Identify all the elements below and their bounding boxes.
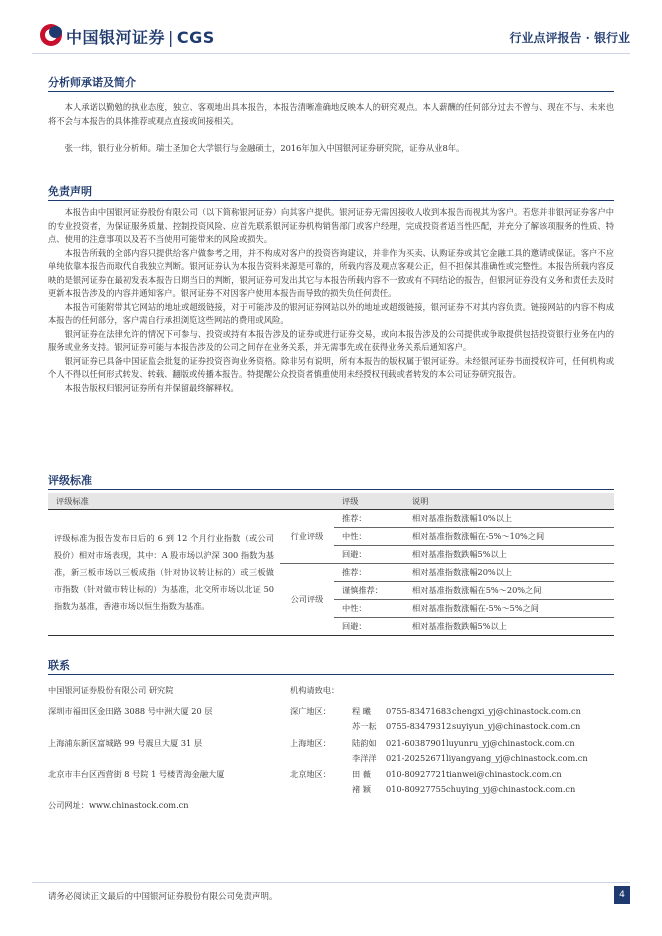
industry-rating-label: 行业评级 — [280, 510, 334, 564]
rating-section-title: 评级标准 — [48, 474, 92, 487]
rating-section-rule — [48, 489, 614, 490]
contact-name: 程 曦 — [352, 706, 371, 716]
contact-email[interactable]: chuying_yj@chinastock.com.cn — [446, 784, 576, 794]
region-beijing: 北京地区： — [290, 769, 331, 779]
header-divider — [32, 53, 630, 54]
contact-name: 田 薇 — [352, 769, 371, 779]
rating-desc: 相对基准指数涨幅在5%～20%之间 — [404, 582, 614, 600]
report-type: 行业点评报告 · 银行业 — [509, 31, 630, 45]
brand-separator: | — [168, 28, 174, 47]
region-shanghai: 上海地区： — [290, 738, 331, 748]
analyst-bio: 张一纬，银行业分析师。瑞士圣加仑大学银行与金融硕士，2016年加入中国银河证券研究院，证券从业8年。 — [64, 143, 465, 153]
brand-logo-icon — [40, 24, 62, 46]
contact-email[interactable]: suyiyun_yj@chinastock.com.cn — [452, 721, 581, 731]
brand-name-cn: 中国银河证券 — [66, 28, 166, 47]
rating-grade: 回避： — [334, 618, 404, 636]
disclaimer-paragraph: 本报告所载的全部内容只提供给客户做参考之用，并不构成对客户的投资咨询建议，并非作为买卖、认购证券或其它金融工具的邀请或保证。客户不应单纯依靠本报告而取代自我独立判断。银河证券认为本报告资料来源是可靠的，所载内容及观点客观公正，但不担保其准确性或完整性。本报告所载内容反映的是银河证券在最初发表本报告日期当日的判断，银河证券可发出其它与本报告所载内容不一致或有不同结论的报告，但银河证券没有义务和责任去及时更新本报告涉及的内容并通知客户。银河证券不对因客户使用本报告而导致的损失负任何责任。 — [48, 247, 614, 298]
rating-header-standard: 评级标准 — [48, 493, 334, 510]
page-number: 4 — [614, 886, 630, 904]
disclaimer-paragraph: 本报告可能附带其它网站的地址或超级链接，对于可能涉及的银河证券网站以外的地址或超级链接，银河证券不对其内容负责。链接网站的内容不构成本报告的任何部分，客户需自行承担浏览这些网站的费用或风险。 — [48, 301, 614, 325]
contact-phone: 010-80927721 — [386, 769, 447, 779]
footer-divider — [32, 882, 630, 883]
org-contact-label: 机构请致电： — [290, 685, 340, 695]
contact-section-title: 联系 — [48, 659, 70, 672]
contact-email[interactable]: chengxi_yj@chinastock.com.cn — [452, 706, 581, 716]
rating-grade: 中性： — [334, 600, 404, 618]
rating-header-desc: 说明 — [404, 493, 614, 510]
rating-grade: 谨慎推荐： — [334, 582, 404, 600]
rating-desc: 相对基准指数涨幅10%以上 — [404, 510, 614, 528]
contact-name: 苏一耘 — [352, 721, 377, 731]
contact-phone: 0755-83479312 — [386, 721, 452, 731]
rating-header-row — [48, 493, 614, 510]
contact-email[interactable]: tianwei@chinastock.com.cn — [446, 769, 562, 779]
rating-desc: 相对基准指数涨幅20%以上 — [404, 564, 614, 582]
disclaimer-paragraph: 本报告版权归银河证券所有并保留最终解释权。 — [64, 382, 239, 393]
contact-phone: 010-80927755 — [386, 784, 447, 794]
analyst-section-rule — [48, 91, 614, 92]
rating-table — [48, 493, 614, 636]
rating-standard-description: 评级标准为报告发布日后的 6 到 12 个月行业指数（或公司股价）相对市场表现，其中：A 股市场以沪深 300 指数为基准，新三板市场以三板成指（针对协议转让标的）或三板做市指数（针对做市转让标的）为基准，北交所市场以北证 50 指数为基准，香港市场以恒生指数为基准。 — [48, 510, 280, 636]
company-website: 公司网址：www.chinastock.com.cn — [48, 800, 189, 810]
rating-grade: 推荐： — [334, 510, 404, 528]
disclaimer-section-title: 免责声明 — [48, 185, 92, 198]
rating-desc: 相对基准指数涨幅在-5%～10%之间 — [404, 528, 614, 546]
contact-phone: 0755-83471683 — [386, 706, 452, 716]
table-row — [48, 510, 614, 528]
region-shenzhen: 深广地区： — [290, 706, 331, 716]
company-rating-label: 公司评级 — [280, 564, 334, 636]
contact-name: 陆韵如 — [352, 738, 377, 748]
contact-name: 褚 颖 — [352, 784, 371, 794]
rating-header-grade: 评级 — [334, 493, 404, 510]
disclaimer-body — [48, 206, 614, 395]
analyst-commitment: 本人承诺以勤勉的执业态度，独立、客观地出具本报告，本报告清晰准确地反映本人的研究观点。本人薪酬的任何部分过去不曾与、现在不与、未来也将不会与本报告的具体推荐或观点直接或间接相关。 — [48, 102, 614, 126]
brand-logo — [66, 25, 215, 48]
disclaimer-paragraph: 本报告由中国银河证券股份有限公司（以下简称银河证券）向其客户提供。银河证券无需因接收人收到本报告而视其为客户。若您并非银河证券客户中的专业投资者，为保证服务质量、控制投资风险、应首先联系银河证券机构销售部门或客户经理，完成投资者适当性匹配，并充分了解该项服务的性质、特点、使用的注意事项以及若不当使用可能带来的风险或损失。 — [48, 207, 614, 244]
rating-desc: 相对基准指数跌幅5%以上 — [404, 546, 614, 564]
contact-email[interactable]: luyunru_yj@chinastock.com.cn — [446, 738, 575, 748]
disclaimer-paragraph: 银河证券已具备中国证监会批复的证券投资咨询业务资格。除非另有说明，所有本报告的版权属于银河证券。未经银河证券书面授权许可，任何机构或个人不得以任何形式转发、转载、翻版或传播本报告。特提醒公众投资者慎重使用未经授权刊载或者转发的本公司证券研究报告。 — [48, 355, 614, 379]
analyst-section-title: 分析师承诺及简介 — [48, 76, 136, 89]
address-beijing: 北京市丰台区西营街 8 号院 1 号楼青海金融大厦 — [48, 769, 225, 779]
address-shanghai: 上海浦东新区富城路 99 号震旦大厦 31 层 — [48, 738, 203, 748]
contact-phone: 021-60387901 — [386, 738, 447, 748]
rating-grade: 回避： — [334, 546, 404, 564]
contact-name: 李洋洋 — [352, 753, 377, 763]
rating-grade: 中性： — [334, 528, 404, 546]
footer-notice: 请务必阅读正文最后的中国银河证券股份有限公司免责声明。 — [48, 892, 278, 902]
rating-desc: 相对基准指数涨幅在-5%～5%之间 — [404, 600, 614, 618]
rating-grade: 推荐： — [334, 564, 404, 582]
disclaimer-section-rule — [48, 200, 614, 201]
disclaimer-paragraph: 银河证券在法律允许的情况下可参与、投资或持有本报告涉及的证券或进行证券交易，或向本报告涉及的公司提供或争取提供包括投资银行业务在内的服务或业务支持。银河证券可能与本报告涉及的公司之间存在业务关系，并无需事先或在获得业务关系后通知客户。 — [48, 328, 614, 352]
contact-section-rule — [48, 674, 614, 675]
contact-phone: 021-20252671 — [386, 753, 447, 763]
company-name: 中国银河证券股份有限公司 研究院 — [48, 685, 174, 695]
brand-name-en: CGS — [176, 28, 215, 47]
contact-email[interactable]: liyangyang_yj@chinastock.com.cn — [446, 753, 588, 763]
address-shenzhen: 深圳市福田区金田路 3088 号中洲大厦 20 层 — [48, 706, 213, 716]
rating-desc: 相对基准指数跌幅5%以上 — [404, 618, 614, 636]
